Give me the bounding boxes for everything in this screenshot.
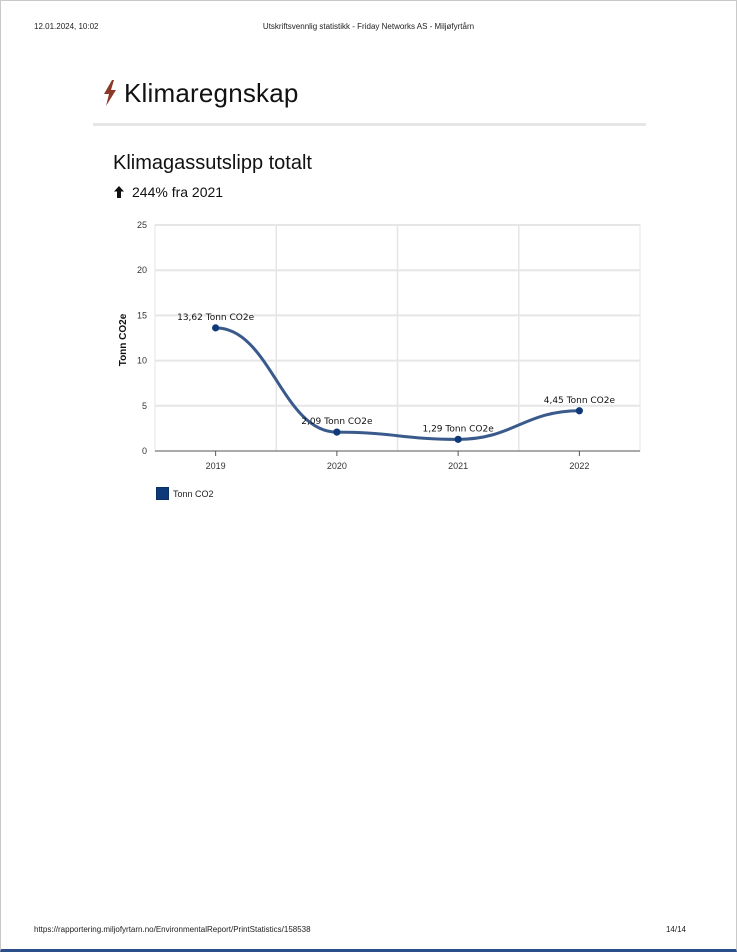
data-label: 4,45 Tonn CO2e [543,395,616,406]
y-axis-label: Tonn CO2e [118,313,129,367]
print-page-number: 14/14 [665,925,686,934]
data-label: 2,09 Tonn CO2e [301,417,373,428]
y-tick-label: 25 [136,220,147,230]
legend-label: Tonn CO2 [173,488,214,499]
y-tick-label: 5 [141,400,147,411]
y-tick-label: 0 [141,446,147,456]
data-label: 13,62 Tonn CO2e [177,312,255,323]
data-point [212,324,219,331]
y-tick-label: 10 [136,355,147,366]
data-label: 1,29 Tonn CO2e [422,424,494,435]
print-url: https://rapportering.miljofyrtarn.no/EnvironmentalReport/PrintStatistics/158538 [34,925,311,934]
change-text: 244% fra 2021 [132,184,224,200]
x-tick-label: 2019 [205,461,226,471]
x-tick-label: 2021 [448,461,469,471]
legend-swatch [156,487,169,500]
y-tick-label: 15 [136,310,147,321]
x-tick-label: 2020 [326,461,347,471]
x-tick-label: 2022 [569,461,590,471]
data-point [455,436,462,443]
print-document-title: Utskriftsvennlig statistikk - Friday Networks AS - Miljøfyrtårn [262,22,475,31]
y-tick-label: 20 [136,265,147,276]
section-title: Klimaregnskap [124,77,299,108]
chart-legend[interactable] [156,487,214,500]
print-datetime: 12.01.2024, 10:02 [34,22,99,31]
print-footer [34,925,703,937]
data-point [576,407,583,414]
data-point [333,429,340,436]
card-title: Klimagassutslipp totalt [113,152,312,174]
